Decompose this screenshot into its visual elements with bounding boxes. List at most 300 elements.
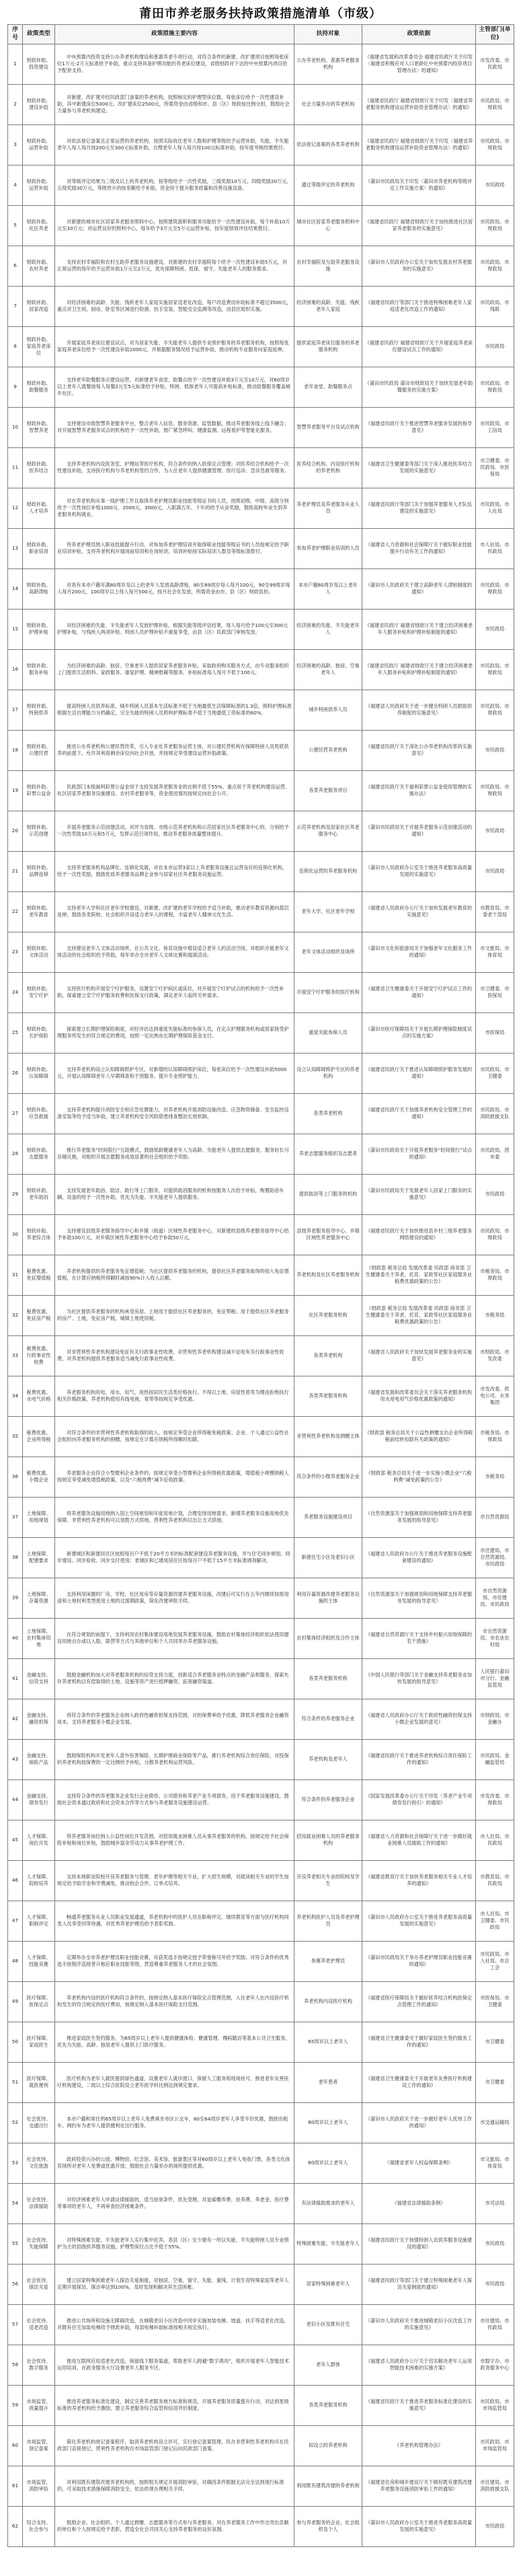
policy-content-cell: 支持老年助餐服务点建设运营，对新建老年食堂、助餐点给予一次性建设补助3万元至10万元，对60周岁以上老年人就餐按每人每餐2元至5元标准给予补贴，特困、低保老年人可提高补贴标准，推动助餐服务覆盖城乡社区。 xyxy=(55,367,294,407)
basis-cell: 《财政部 税务总局 发展改革委 民政部 商务部 卫生健康委关于养老、托育、家政等社区家庭服务业税费优惠政策的公告》 xyxy=(362,1255,476,1295)
table-row xyxy=(8,2143,514,2183)
policy-type-cell: 社会优待、文化旅游 xyxy=(23,2143,55,2183)
target-cell: 各类养老服务项目 xyxy=(294,770,362,811)
table-row xyxy=(8,1739,514,1779)
department-cell: 市民政局、市卫健委 xyxy=(476,1053,514,1093)
policy-content-cell: 支持符合条件的养老服务企业发行企业债券、公司债券和养老产业专项债券，用于养老服务设施建设，鼓励社会资本通过政府和社会资本合作等方式参与养老服务设施建设运营。 xyxy=(55,1779,294,1820)
table-row xyxy=(8,286,514,326)
policy-content-cell: 民政部门本级福利彩票公益金用于支持发展养老服务业的比例不低于55%，重点用于养老机构建设运营、社区居家养老服务设施建设、农村养老服务等，资金使用情况按规定向社会公开。 xyxy=(55,770,294,811)
row-index: 4 xyxy=(8,165,23,205)
policy-type-cell: 财政补助、示范创建 xyxy=(23,811,55,851)
department-cell: 市税务局、市财政局 xyxy=(476,1255,514,1295)
basis-cell: 《福建省民政厅关于加强养老机构安全管理工作的通知》 xyxy=(362,1093,476,1134)
row-index: 52 xyxy=(8,2102,23,2143)
table-row xyxy=(8,1457,514,1497)
department-cell: 市卫健委 xyxy=(476,2062,514,2102)
policy-type-cell: 财政补助、投资建设 xyxy=(23,44,55,84)
row-index: 55 xyxy=(8,2223,23,2264)
basis-cell: 《福建省人力资源和社会保障厅关于做好职业技能提升行动有关工作的通知》 xyxy=(362,528,476,568)
basis-cell: 《莆田市民政局关于举办养老护理员职业技能竞赛的通知》 xyxy=(362,1941,476,1981)
target-cell: 老年文体活动组织及场所 xyxy=(294,932,362,972)
policy-content-cell: 将符合条件的养老服务企业纳入政府性融资担保支持范围，对担保费率给予优惠，降低养老服务企业融资成本，支持养老服务小微企业发展。 xyxy=(55,1699,294,1739)
row-index: 46 xyxy=(8,1860,23,1901)
basis-cell: 《福建省卫生健康委关于开展老年友善医疗机构建设工作的通知》 xyxy=(362,2062,476,2102)
department-cell: 市住建局、市消防救援支队 xyxy=(476,2466,514,2506)
row-index: 2 xyxy=(8,84,23,124)
policy-type-cell: 财政补助、长护保险 xyxy=(23,1013,55,1053)
basis-cell: 《福建省人民政府办公厅关于切实解决老年人运用智能技术困难的实施方案》 xyxy=(362,2345,476,2385)
table-row xyxy=(8,2425,514,2466)
target-cell: 农村幸福院及互助养老服务设施 xyxy=(294,246,362,286)
policy-type-cell: 财政补助、助餐服务 xyxy=(23,367,55,407)
basis-cell: 《福建省人民政府关于加快发展养老服务业的实施意见》 xyxy=(362,1335,476,1376)
row-index: 26 xyxy=(8,1053,23,1093)
policy-type-cell: 财政补助、志愿服务 xyxy=(23,1134,55,1174)
department-cell: 市民政局、市财政局 xyxy=(476,568,514,609)
policy-type-cell: 税费优惠、行政事业性收费 xyxy=(23,1335,55,1376)
target-cell: 开设养老相关专业的院校及学生 xyxy=(294,1860,362,1901)
department-cell: 市民政局、市财政局 xyxy=(476,649,514,690)
policy-content-cell: 鼓励保险机构开发老年人意外伤害保险、长期护理商业保险等产品，推行养老机构综合责任保险，对投保的养老机构按保费的一定比例给予补贴，分散养老机构运营风险。 xyxy=(55,1739,294,1779)
basis-cell: 《财政部 税务总局关于公益性捐赠支出企业所得税税前结转扣除有关政策的通知》 xyxy=(362,1416,476,1457)
policy-content-cell: 将养老服务岗位纳入公益性岗位开发范围，对招用就业困难人员从事养老服务的机构，按规定给予社会保险补贴和岗位补贴，鼓励城乡富余劳动力从事养老护理工作。 xyxy=(55,1820,294,1860)
row-index: 56 xyxy=(8,2264,23,2304)
row-index: 49 xyxy=(8,1981,23,2022)
row-index: 40 xyxy=(8,1618,23,1658)
header-target: 扶持对象 xyxy=(294,25,362,44)
row-index: 19 xyxy=(8,770,23,811)
basis-cell: 《福建省卫生健康委关于做好家庭医生签约服务工作的通知》 xyxy=(362,2022,476,2062)
policy-type-cell: 土地保障、用地规划 xyxy=(23,1497,55,1537)
basis-cell: 《莆田市人民政府办公室关于加快发展农村养老服务的实施意见》 xyxy=(362,246,476,286)
row-index: 10 xyxy=(8,407,23,447)
department-cell: 市民政局、市市场监管局 xyxy=(476,2425,514,2466)
basis-cell: 《莆田市民政局关于开展养老服务“时间银行”试点的通知》 xyxy=(362,1134,476,1174)
policy-content-cell: 支持建设县级养老服务指导中心和乡镇（街道）区域性养老服务中心，对新建的县级养老服务指导中心给予补助100万元，对乡镇区域性养老服务中心给予补助50万元。 xyxy=(55,1214,294,1255)
policy-type-cell: 税费优惠、企业所得税 xyxy=(23,1416,55,1457)
policy-type-cell: 财政补助、老年助浴 xyxy=(23,1174,55,1214)
policy-content-cell: 对在养老机构从事一线护理工作且取得养老护理员职业技能等级证书的人员，按照初级、中级、高级分别给予一次性岗位补贴1000元、2000元、3000元，入职满五年、十年的给予从业奖励，鼓励高校毕业生到养老服务机构就业。 xyxy=(55,488,294,528)
row-index: 35 xyxy=(8,1416,23,1457)
department-cell: 市自然资源局、市住建局、市民政局 xyxy=(476,1578,514,1618)
basis-cell: 《福建省民政厅关于加快推进县乡村三级养老服务网络建设的通知》 xyxy=(362,1214,476,1255)
row-index: 11 xyxy=(8,447,23,488)
department-cell: 市民政局、市财政局 xyxy=(476,205,514,246)
department-cell: 市卫健委 xyxy=(476,2022,514,2062)
target-cell: 符合条件的养老服务企业 xyxy=(294,1699,362,1739)
table-row xyxy=(8,690,514,730)
row-index: 34 xyxy=(8,1376,23,1416)
table-row xyxy=(8,770,514,811)
basis-cell: 《福建省民政厅关于推进智慧养老服务发展的指导意见》 xyxy=(362,407,476,447)
row-index: 33 xyxy=(8,1335,23,1376)
table-row xyxy=(8,246,514,286)
basis-cell: 《福建省民政厅 福建省财政厅关于建立经济困难老年人服务补贴和护理补贴制度的通知》 xyxy=(362,609,476,649)
target-cell: 各类养老服务机构 xyxy=(294,1376,362,1416)
basis-cell: 《福建省发展和改革委员会关于落实养老服务机构用水用电用气价格优惠政策的通知》 xyxy=(362,1376,476,1416)
target-cell: 非营利性养老机构及捐赠主体 xyxy=(294,1416,362,1457)
target-cell: 城市社区居家养老服务照料中心 xyxy=(294,205,362,246)
basis-cell: 《莆田市人民政府关于进一步做好老年人优待工作的通知》 xyxy=(362,2102,476,2143)
basis-cell: 《莆田市民政局关于开展养老服务示范创建活动的通知》 xyxy=(362,811,476,851)
policy-content-cell: 鼓励企业、社会组织、个人通过捐赠、志愿服务等方式参与养老服务，对在养老服务工作中作出突出贡献的单位和个人按规定给予表彰，营造全社会共同关心支持养老服务的良好氛围。 xyxy=(55,2506,294,2546)
basis-cell: 《财政部 税务总局关于进一步实施小微企业“六税两费”减免政策的公告》 xyxy=(362,1457,476,1497)
department-cell: 市民政局、市财政局 xyxy=(476,246,514,286)
department-cell: 市财政局、市发改委 xyxy=(476,1335,514,1376)
department-cell: 市民政局 xyxy=(476,609,514,649)
policy-type-cell: 财政补助、运营补助 xyxy=(23,124,55,165)
table-row xyxy=(8,851,514,891)
policy-content-cell: 支持养老机构内设医务室、护理站等医疗机构，符合条件的纳入医保定点管理；对医养结合机构给予一次性建设补助，支持医疗机构与养老机构签约合作，为入住老年人提供健康管理、医疗巡诊、急诊急救等服务。 xyxy=(55,447,294,488)
department-cell: 市民政局 xyxy=(476,2506,514,2546)
basis-cell: 《福建省自然资源厅关于支持乡村振兴用地保障的若干措施》 xyxy=(362,1618,476,1658)
table-row xyxy=(8,1376,514,1416)
policy-content-cell: 中央预算内投资支持公办养老机构建设和普惠养老专项行动，对符合条件的新建、改扩建项目按照每张床位1万元-2万元标准给予补助，重点支持具备护理功能的养老床位建设，省级财政对下达的中央预算内项目给予配套支持。 xyxy=(55,44,294,84)
policy-type-cell: 金融支持、信贷支持 xyxy=(23,1658,55,1699)
policy-type-cell: 综合支持、社会参与 xyxy=(23,2506,55,2546)
row-index: 44 xyxy=(8,1779,23,1820)
basis-cell: 《福建省医疗保障局关于做好医养结合机构医保定点管理工作的通知》 xyxy=(362,1981,476,2022)
department-cell: 市民政局、市财政局 xyxy=(476,1214,514,1255)
policy-content-cell: 支持养老机构提升消防安全和应急处置能力，对养老机构开展消防设施改造、应急物资储备、安全监控设备安装等给予适当补助，建立养老机构安全风险隐患排查整治长效机制。 xyxy=(55,1093,294,1134)
policy-type-cell: 财政补助、农村养老 xyxy=(23,246,55,286)
target-cell: 各类养老服务机构 xyxy=(294,1658,362,1699)
table-row xyxy=(8,1779,514,1820)
target-cell: 养老机构内设医疗机构 xyxy=(294,1981,362,2022)
policy-type-cell: 财政补助、服务补贴 xyxy=(23,649,55,690)
target-cell: 60周岁以上老年人 xyxy=(294,2143,362,2183)
basis-cell: 《福建省卫生健康委等部门关于深入推进医养结合发展的实施意见》 xyxy=(362,447,476,488)
table-header-row xyxy=(8,25,514,44)
table-row xyxy=(8,165,514,205)
target-cell: 60周岁以上老年人 xyxy=(294,2102,362,2143)
table-row xyxy=(8,1860,514,1901)
basis-cell: 《中国人民银行等部门关于金融支持养老服务业加快发展的指导意见》 xyxy=(362,1658,476,1699)
policy-content-cell: 支持利用闲置的厂房、学校、社区用房等存量资源改建养老服务设施，改建后可实行在五年内继续按原用途和土地权利类型使用土地的过渡期政策，简化改建审批手续。 xyxy=(55,1578,294,1618)
table-row xyxy=(8,1214,514,1255)
target-cell: 养老机构及社区养老服务机构 xyxy=(294,1255,362,1295)
policy-type-cell: 市场监管、登记备案 xyxy=(23,2425,55,2466)
table-row xyxy=(8,2304,514,2345)
policy-type-cell: 财政补助、医养结合 xyxy=(23,447,55,488)
row-index: 58 xyxy=(8,2345,23,2385)
policy-type-cell: 财政补助、家庭养老床位 xyxy=(23,326,55,367)
target-cell: 本市户籍80周岁及以上老年人 xyxy=(294,568,362,609)
row-index: 28 xyxy=(8,1134,23,1174)
table-row xyxy=(8,2022,514,2062)
table-row xyxy=(8,1255,514,1295)
policy-content-cell: 对经济困难老年人申请法律援助的，适当放宽条件，优先受理，对追索赡养费、扶养费、养老金、医疗费等事项的老年人，不再审查经济困难条件。 xyxy=(55,2183,294,2223)
policy-content-cell: 推行养老服务“时间银行”互助模式，鼓励低龄健康老年人为高龄、失能老年人提供志愿服务，服务时长可存储兑换，对组织开展志愿服务成效显著的社会组织给予资助。 xyxy=(55,1134,294,1174)
department-cell: 人民银行莆田市分行、金融监管局 xyxy=(476,1658,514,1699)
header-policy-content: 政策措施主要内容 xyxy=(55,25,294,44)
department-cell: 市民政局 xyxy=(476,326,514,367)
row-index: 22 xyxy=(8,891,23,932)
department-cell: 市人社局、市卫健委、市民政局 xyxy=(476,1901,514,1941)
policy-type-cell: 人才保障、技能竞赛 xyxy=(23,1941,55,1981)
department-cell: 市民政局、市人社局 xyxy=(476,488,514,528)
table-row xyxy=(8,2466,514,2506)
policy-type-cell: 财政补助、特困供养 xyxy=(23,690,55,730)
row-index: 47 xyxy=(8,1901,23,1941)
target-cell: 经济困难的失能、半失能老年人 xyxy=(294,609,362,649)
basis-cell: 《福建省人民政府关于进一步健全特困人员救助供养制度的实施意见》 xyxy=(362,690,476,730)
row-index: 14 xyxy=(8,568,23,609)
table-row xyxy=(8,1658,514,1699)
row-index: 32 xyxy=(8,1295,23,1335)
table-row xyxy=(8,2102,514,2143)
table-row xyxy=(8,84,514,124)
basis-cell: 《福建省民政厅关于推进养老机构综合责任保险工作的通知》 xyxy=(362,1739,476,1779)
policy-type-cell: 财政补助、社区养老 xyxy=(23,205,55,246)
basis-cell: 《福建省民政厅 福建省财政厅关于加快推进社区居家养老服务的实施意见》 xyxy=(362,205,476,246)
basis-cell: 《福建省发展和改革委员会 福建省民政厅关于印发〈福建省积极应对人口老龄化中央预算内投资项目管理办法〉的通知》 xyxy=(362,44,476,84)
policy-content-cell: 养老服务企业符合小型微利企业条件的，按规定享受小型微利企业所得税优惠政策，增值税小规模纳税人按规定享受减免增值税政策，以及“六税两费”减半征收政策。 xyxy=(55,1457,294,1497)
table-row xyxy=(8,407,514,447)
basis-cell: 《福建省民政厅关于深化公办养老机构改革的实施意见》 xyxy=(362,730,476,770)
department-cell: 市医保局 xyxy=(476,1013,514,1053)
row-index: 8 xyxy=(8,326,23,367)
basis-cell: 《福建省人民政府办公厅关于推进养老服务设施配套建设的通知》 xyxy=(362,1537,476,1578)
department-cell: 市税务局 xyxy=(476,1457,514,1497)
policy-content-cell: 探索建立长期护理保险制度，对经评估达到重度失能标准的参保人员，在定点护理服务机构或居家接受护理服务所发生的符合规定的费用，按照一定比例由长期护理保险基金支付。 xyxy=(55,1013,294,1053)
policy-content-cell: 在符合规划的前提下，支持利用农村集体建设用地发展养老服务设施，鼓励农村集体经济组织依法使用建设用地自办或以入股、联营等方式与其他单位和个人共同举办养老服务设施。 xyxy=(55,1618,294,1658)
department-cell: 市人社局、市民政局 xyxy=(476,528,514,568)
policy-content-cell: 为经济困难的高龄、独居、空巢老年人提供居家养老服务补贴，采取政府购买服务方式，由专业服务组织上门提供生活照料、家政服务、康复护理、精神慰藉等服务，补贴标准每人每月不低于100元。 xyxy=(55,649,294,690)
department-cell: 市数字办、市政务服务中心 xyxy=(476,2345,514,2385)
table-row xyxy=(8,1981,514,2022)
policy-type-cell: 医疗保障、医保定点 xyxy=(23,1981,55,2022)
basis-cell: 《莆田市文化和旅游局关于加强老年文化服务工作的通知》 xyxy=(362,932,476,972)
target-cell: 县级养老服务指导中心、乡镇区域性养老服务中心 xyxy=(294,1214,362,1255)
table-row xyxy=(8,488,514,528)
department-cell: 市民政局、市消防救援支队 xyxy=(476,1093,514,1134)
row-index: 51 xyxy=(8,2062,23,2102)
policy-content-cell: 将养老护理员纳入职业技能提升行动，对参加养老护理培训并取得职业技能等级证书的人员按规定给予职业培训补贴，支持养老机构开展岗前培训和在岗轮训，培训补贴按实际培训人数及等级标准拨付。 xyxy=(55,528,294,568)
policy-content-cell: 推进养老服务标准化建设，制定完善养老服务地方标准和规范，开展养老服务质量提升行动，对达到星级标准的养老机构给予激励，建立养老服务综合监管和信用评价制度。 xyxy=(55,2385,294,2425)
policy-content-cell: 对具有本市户籍年满80周岁及以上的老年人发放高龄津贴，80至89周岁每人每月100元，90至99周岁每人每月200元，100周岁以上每人每月500元，按月社会化发放，所需资金由市、县（区）财政负担。 xyxy=(55,568,294,609)
department-cell: 市民政局、市财政局 xyxy=(476,690,514,730)
policy-content-cell: 开展家庭养老床位建设试点，对为居家失能、半失能老年人提供专业照护服务的养老服务机构，按照每张家庭养老床位给予一次性建设补助2000元，并根据服务情况给予运营补助，推动机构专业服务向家庭延伸。 xyxy=(55,326,294,367)
basis-cell: 《莆田市民政局关于发展老年人居家上门服务的实施意见》 xyxy=(362,1174,476,1214)
policy-type-cell: 市场监管、消防审验 xyxy=(23,2466,55,2506)
policy-type-cell: 人才保障、院校培养 xyxy=(23,1860,55,1901)
table-row xyxy=(8,568,514,609)
row-index: 24 xyxy=(8,972,23,1013)
target-cell: 养老护理员及养老服务从业人员 xyxy=(294,488,362,528)
target-cell: 拟设立的养老机构 xyxy=(294,2425,362,2466)
policy-content-cell: 医疗机构为老年人就医提供绿色通道，设置老年人就诊窗口，保留人工服务和现场挂号，推进老年友善医疗机构建设，二级以上综合医院设立老年医学科比例达到规定要求。 xyxy=(55,2062,294,2102)
table-row xyxy=(8,447,514,488)
row-index: 27 xyxy=(8,1093,23,1134)
policy-type-cell: 财政补助、人才培养 xyxy=(23,488,55,528)
basis-cell: 《莆田市人民政府办公室关于推进养老服务高质量发展的实施意见》 xyxy=(362,1901,476,1941)
row-index: 13 xyxy=(8,528,23,568)
row-index: 6 xyxy=(8,246,23,286)
department-cell: 市民政局、市财政局 xyxy=(476,367,514,407)
table-row xyxy=(8,1618,514,1658)
policy-type-cell: 医疗保障、家庭医生 xyxy=(23,2022,55,2062)
policy-content-cell: 支持建设市级智慧养老服务平台，整合老年人信息、服务资源、监管数据，推动养老服务线上线下融合；对开展智慧养老服务试点的机构给予一次性补助，推广紧急呼叫、健康监测、远程看护等智能化服务。 xyxy=(55,407,294,447)
target-cell: 有法律援助需求的老年人 xyxy=(294,2183,362,2223)
policy-content-cell: 提高特困人员供养标准，城乡特困人员基本生活标准不低于当地最低生活保障标准的1.3倍，照料护理标准根据生活自理能力分档确定，完全失能的特困人员照料护理标准不低于当地最低工资标准的60%。 xyxy=(55,690,294,730)
policy-type-cell: 财政补助、高龄津贴 xyxy=(23,568,55,609)
table-row xyxy=(8,1134,514,1174)
target-cell: 依法登记备案的各类养老机构 xyxy=(294,124,362,165)
department-cell: 市住建局、市民政局 xyxy=(476,2304,514,2345)
header-basis: 政策依据 xyxy=(362,25,476,44)
basis-cell: 《福建省民政厅关于福利彩票公益金使用管理的实施办法》 xyxy=(362,770,476,811)
policy-type-cell: 财政补助、建设补助 xyxy=(23,84,55,124)
row-index: 16 xyxy=(8,649,23,690)
row-index: 23 xyxy=(8,932,23,972)
department-cell: 市司法局 xyxy=(476,2183,514,2223)
department-cell: 市民政局、市人社局、市总工会 xyxy=(476,1941,514,1981)
policy-content-cell: 简化养老机构登记备案程序，取消养老机构设立许可，实行登记备案管理，民办非营利性养老机构可在民政部门直接登记，营利性养老机构在市场监管部门登记后向民政部门备案。 xyxy=(55,2425,294,2466)
policy-content-cell: 支持养老机构设立认知障碍照护专区，对新增的认知障碍照护床位，每张床位给予一次性建设补助5000元，开展认知障碍老年人早期筛查和干预服务，提升专业照护能力。 xyxy=(55,1053,294,1093)
table-row xyxy=(8,44,514,84)
table-row xyxy=(8,2223,514,2264)
table-row xyxy=(8,1820,514,1860)
basis-cell: 《福建省卫生健康委关于开展安宁疗护试点工作的通知》 xyxy=(362,972,476,1013)
target-cell: 经济困难的高龄、失能、残疾老年人家庭 xyxy=(294,286,362,326)
policy-content-cell: 支持发展老年助浴、助洁、助行等上门服务，对提供助浴服务的机构按服务人次给予补贴，购置助浴车辆、设备的给予一次性补助，优先为失能、半失能老年人提供服务。 xyxy=(55,1174,294,1214)
table-row xyxy=(8,528,514,568)
basis-cell: 《福建省民政厅 福建省财政厅关于开展家庭养老床位建设试点工作的通知》 xyxy=(362,326,476,367)
table-row xyxy=(8,932,514,972)
target-cell: 提供家庭养老床位服务的养老服务机构 xyxy=(294,326,362,367)
row-index: 15 xyxy=(8,609,23,649)
policy-content-cell: 鼓励金融机构加大对养老服务机构的信贷支持力度，创新适合养老服务业特点的金融产品和服务，探索允许养老机构以有偿取得的土地、设施等资产进行抵押融资，拓宽融资渠道。 xyxy=(55,1658,294,1699)
target-cell: 示范养老机构及居家社区养老服务中心 xyxy=(294,811,362,851)
table-row xyxy=(8,1093,514,1134)
department-cell: 市人社局、市民政局 xyxy=(476,1820,514,1860)
target-cell: 经济困难的高龄、独居、空巢老年人 xyxy=(294,649,362,690)
row-index: 5 xyxy=(8,205,23,246)
row-index: 17 xyxy=(8,690,23,730)
department-cell: 市卫健委、市医保局 xyxy=(476,972,514,1013)
basis-cell: 《自然资源部关于加强规划和用地保障支持养老服务发展的指导意见》 xyxy=(362,1578,476,1618)
target-cell: 公办养老机构、普惠养老服务机构 xyxy=(294,44,362,84)
table-row xyxy=(8,2062,514,2102)
department-cell: 市民政局 xyxy=(476,2264,514,2304)
basis-cell: 《福建省人民政府办公厅关于加快发展老年教育的实施意见》 xyxy=(362,891,476,932)
policy-type-cell: 土地保障、农村集体用地 xyxy=(23,1618,55,1658)
table-row xyxy=(8,2385,514,2425)
department-cell: 市民政局 xyxy=(476,730,514,770)
basis-cell: 《莆田市人民政府办公室关于推进养老服务高质量发展的实施意见》 xyxy=(362,2506,476,2546)
policy-type-cell: 财政补助、认知障碍 xyxy=(23,1053,55,1093)
department-cell: 市交通运输局 xyxy=(476,2102,514,2143)
target-cell: 参赛养老护理员 xyxy=(294,1941,362,1981)
policy-type-cell: 财政补助、运营补助 xyxy=(23,165,55,205)
row-index: 7 xyxy=(8,286,23,326)
target-cell: 连锁化运营的养老服务机构 xyxy=(294,851,362,891)
policy-content-cell: 推进公办养老机构公建民营改革，引入专业化养老服务运营主体，对公建民营机构在保障特困人员兜底供养的前提下，允许其利用剩余床位向社会开放，并按规定享受建设运营补助政策。 xyxy=(55,730,294,770)
basis-cell: 《福建省民政厅等部门关于推进特殊困难老年人家庭适老化改造工作的通知》 xyxy=(362,286,476,326)
row-index: 25 xyxy=(8,1013,23,1053)
policy-content-cell: 对特殊困难失能、半失能老年人实行集中托养，各县（区）至少建有一所以失能、半失能特困人员专业照护为主的县级供养服务设施，护理型床位占比不低于55%。 xyxy=(55,2223,294,2264)
policy-type-cell: 税费优惠、免征增值税 xyxy=(23,1255,55,1295)
basis-cell: 《莆田市人民政府办公室关于推进养老服务高质量发展的实施意见》 xyxy=(362,851,476,891)
row-index: 62 xyxy=(8,2506,23,2546)
policy-type-cell: 医疗保障、就医便利 xyxy=(23,2062,55,2102)
header-department: 主管部门(单位) xyxy=(476,25,514,44)
basis-cell: 《福建省民政厅关于加强特困人员供养服务设施建设的通知》 xyxy=(362,2223,476,2264)
target-cell: 符合条件的养老服务企业 xyxy=(294,1779,362,1820)
policy-content-cell: 支持本地职业院校开设养老服务与管理、老年护理等相关专业，扩大招生规模，对就读相关专业的学生按规定给予助学金和学费减免，推动校企合作、订单式培养。 xyxy=(55,1860,294,1901)
row-index: 1 xyxy=(8,44,23,84)
policy-type-cell: 市场监管、质量提升 xyxy=(23,2385,55,2425)
basis-cell: 《莆田市人民政府关于推进城镇老旧小区改造工作的实施意见》 xyxy=(362,2304,476,2345)
department-cell: 市发改委、市民政局 xyxy=(476,44,514,84)
row-index: 20 xyxy=(8,811,23,851)
table-row xyxy=(8,1699,514,1739)
department-cell: 市民政局 xyxy=(476,2223,514,2264)
basis-cell: 《福建省民政厅 福建省财政厅关于印发〈福建省养老服务机构建设运营补助资金管理办法〉的通知》 xyxy=(362,124,476,165)
target-cell: 各类养老机构 xyxy=(294,1093,362,1134)
row-index: 48 xyxy=(8,1941,23,1981)
table-row xyxy=(8,205,514,246)
row-index: 37 xyxy=(8,1497,23,1537)
row-index: 59 xyxy=(8,2385,23,2425)
policy-content-cell: 对利用既有建筑改建养老机构的，按照相关规定开展消防审验，对确因条件限制无法完全达到现行标准的，可采取技术措施保障消防安全，依法依规办理相关手续。 xyxy=(55,2466,294,2506)
policy-type-cell: 财政补助、应急救援 xyxy=(23,1093,55,1134)
target-cell: 农村集体经济组织及合作主体 xyxy=(294,1618,362,1658)
target-cell: 老年人群体 xyxy=(294,2345,362,2385)
header-index: 序号 xyxy=(8,25,23,44)
department-cell: 市民政局 xyxy=(476,165,514,205)
policy-content-cell: 支持农村幸福院和农村互助养老服务设施建设，对新建的农村幸福院每个给予一次性建设补助5万元，对正常运营的每年给予运营补助1万元至2万元，优先保障特困、低保、留守、失能老年人的服务需求。 xyxy=(55,246,294,286)
row-index: 31 xyxy=(8,1255,23,1295)
basis-cell: 《莆田市民政局关于印发〈莆田市养老机构等级评定工作实施方案〉的通知》 xyxy=(362,165,476,205)
department-cell: 市文旅局、市体育局 xyxy=(476,932,514,972)
policy-type-cell: 财政补助、品牌连锁 xyxy=(23,851,55,891)
department-cell: 市民政局 xyxy=(476,851,514,891)
table-row xyxy=(8,649,514,690)
policy-type-cell: 财政补助、彩票公益金 xyxy=(23,770,55,811)
table-row xyxy=(8,1941,514,1981)
policy-type-cell: 财政补助、文体活动 xyxy=(23,932,55,972)
policy-content-cell: 对依法登记备案且正常运营的养老机构，按照实际收住老年人数和护理等级给予运营补助，失能、半失能老年人每人每月按200元至300元标准补助，自理老年人每人每月按100元标准补助，按年度考核结果拨付。 xyxy=(55,124,294,165)
table-row xyxy=(8,609,514,649)
department-cell: 市住建局、市自然资源局、市民政局 xyxy=(476,1537,514,1578)
basis-cell: 《福建省民政厅 福建省财政厅关于建立经济困难老年人服务补贴和护理补贴制度的通知》 xyxy=(362,649,476,690)
policy-content-cell: 推进家庭医生签约服务，为65周岁以上老年人提供健康体检、健康管理、慢病随访等基本公共卫生服务，优先为失能、高龄、独居老年人提供上门医疗服务。 xyxy=(55,2022,294,2062)
row-index: 9 xyxy=(8,367,23,407)
target-cell: 养老机构及老年人 xyxy=(294,1739,362,1779)
policy-content-cell: 将养老服务设施用地纳入国土空间规划和年度用地计划，合理安排用地需求，新增养老服务设施用地优先保障，非营利性养老机构可以划拨方式供地，营利性养老机构以出让方式供地。 xyxy=(55,1497,294,1537)
policy-table xyxy=(7,24,514,2547)
department-cell: 市民政局 xyxy=(476,1174,514,1214)
table-row xyxy=(8,730,514,770)
department-cell: 市医保局、市卫健委 xyxy=(476,1981,514,2022)
row-index: 21 xyxy=(8,851,23,891)
department-cell: 市税务局 xyxy=(476,1295,514,1335)
target-cell: 城乡特困供养人员 xyxy=(294,690,362,730)
policy-type-cell: 财政补助、养老综合体 xyxy=(23,1214,55,1255)
department-cell: 市自然资源局 xyxy=(476,1497,514,1537)
policy-content-cell: 支持养老服务机构品牌化、连锁化发展，对在本市运营3家以上养老服务设施且运营良好的连锁化机构，给予一次性奖励，鼓励优质养老服务品牌企业参与居家社区养老服务设施运营。 xyxy=(55,851,294,891)
row-index: 61 xyxy=(8,2466,23,2506)
row-index: 53 xyxy=(8,2143,23,2183)
policy-type-cell: 人才保障、职称评定 xyxy=(23,1901,55,1941)
row-index: 12 xyxy=(8,488,23,528)
basis-cell: 《福建省民政厅等部门关于加强养老服务人才队伍建设的实施意见》 xyxy=(362,488,476,528)
table-row xyxy=(8,1537,514,1578)
row-index: 18 xyxy=(8,730,23,770)
department-cell: 市卫健委、市民政局、市医保局 xyxy=(476,447,514,488)
